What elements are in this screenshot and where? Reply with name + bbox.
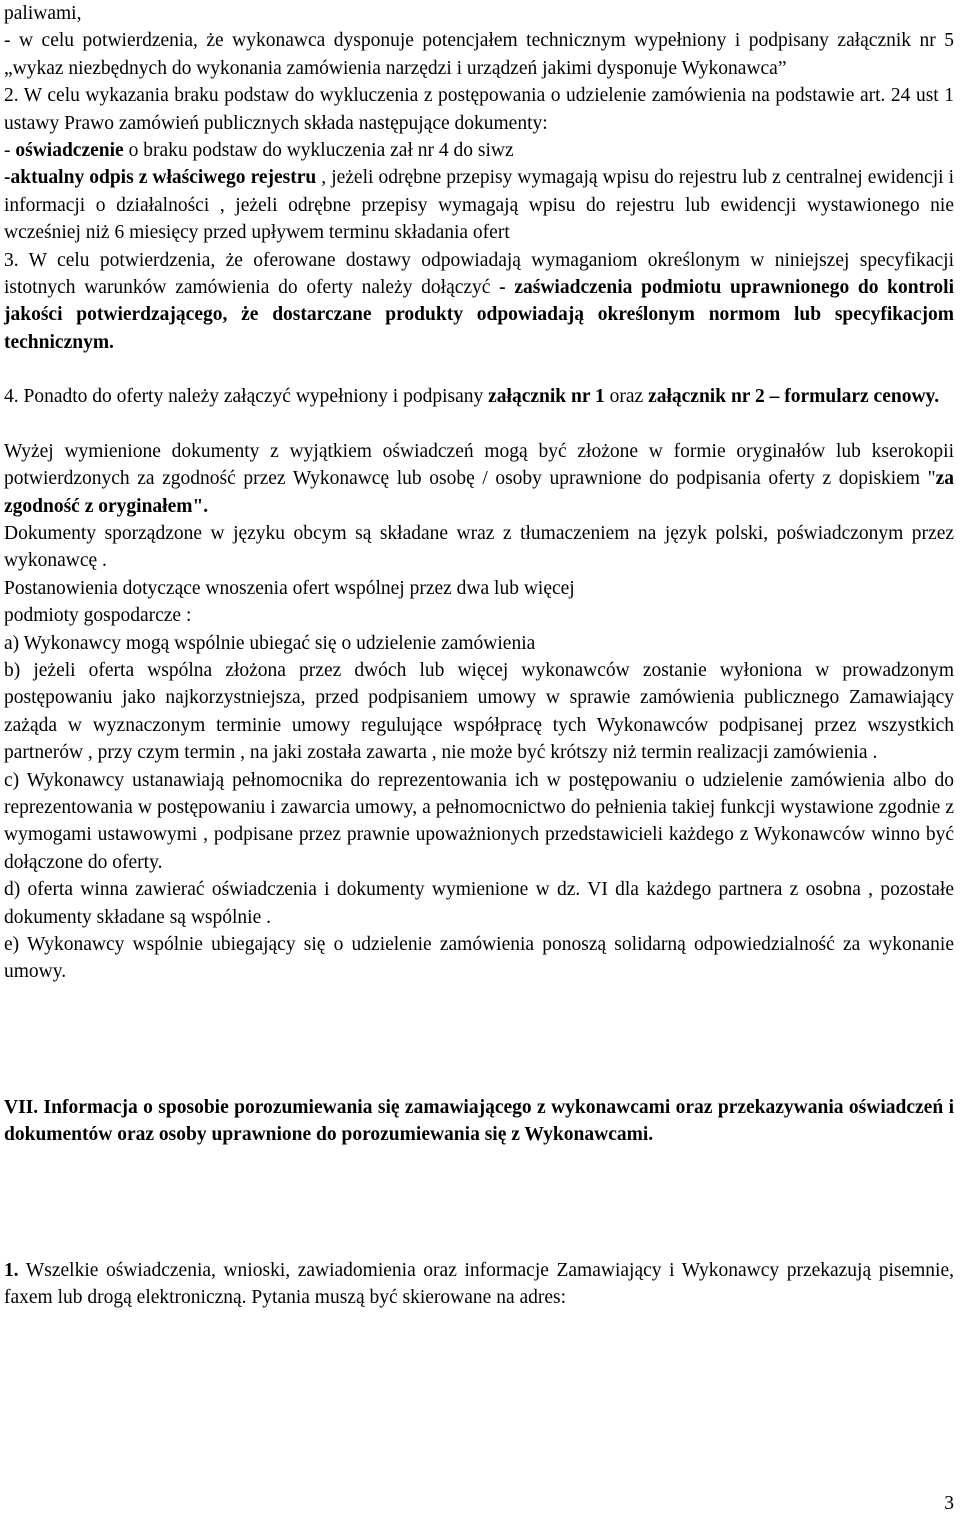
dash: - xyxy=(4,140,16,162)
paragraph-section-3 xyxy=(4,247,954,357)
bold-statement: oświadczenie xyxy=(15,140,124,162)
document-page xyxy=(4,0,954,1311)
section-heading-vii: VII. Informacja o sposobie porozumiewania się zamawiającego z wykonawcami oraz przekazywania oświadczeń i dokumentów oraz osoby uprawnione do porozumiewania się z Wykonawcami. xyxy=(4,1096,954,1146)
text-span: o braku podstaw do wykluczenia zał nr 4 do siwz xyxy=(123,140,514,162)
bold-attachment-1: załącznik nr 1 xyxy=(488,386,605,408)
paragraph-e: e) Wykonawcy wspólnie ubiegający się o udzielenie zamówienia ponoszą solidarną odpowiedzialność za wykonanie umowy. xyxy=(4,934,954,983)
paragraph-a: a) Wykonawcy mogą wspólnie ubiegać się o udzielenie zamówienia xyxy=(4,632,536,654)
paragraph-b: b) jeżeli oferta wspólna złożona przez dwóch lub więcej wykonawców zostanie wyłoniona w prowadzonym postępowaniu jako najkorzystniejsza, przed podpisaniem umowy w sprawie zamówienia publicznego Zamawiający zażąda w wyznaczonym terminie umowy regulujące współpracę tych Wykonawców podpisanej przez wszystkich partnerów , przy czym termin , na jaki została zawarta , nie może być krótszy niż termin realizacji zamówienia . xyxy=(4,659,954,764)
text-line: paliwami, xyxy=(4,3,82,24)
paragraph-c: c) Wykonawcy ustanawiają pełnomocnika do reprezentowania ich w postępowaniu o udzielenie zamówienia albo do reprezentowania w postępowaniu i zawarcia umowy, a pełnomocnictwo do pełnienia takiej funkcji wystawione zgodnie z wymogami ustawowymi , podpisane przez prawnie upoważnionych przedstawicieli każdego z Wykonawców winno być dołączone do oferty. xyxy=(4,769,954,873)
paragraph-registry xyxy=(4,164,954,246)
text-span: 4. Ponadto do oferty należy załączyć wypełniony i podpisany xyxy=(4,386,489,408)
bold-registry: -aktualny odpis z właściwego rejestru xyxy=(4,167,317,189)
text-span: Wszelkie oświadczenia, wnioski, zawiadomienia oraz informacje Zamawiający i Wykonawcy przekazują pisemnie, faxem lub drogą elektroniczną. Pytania muszą być skierowane na adres: xyxy=(4,1259,954,1309)
text-span: oraz xyxy=(604,386,649,408)
page-number: 3 xyxy=(944,1493,954,1514)
paragraph-section-2: 2. W celu wykazania braku podstaw do wykluczenia z postępowania o udzielenie zamówienia na podstawie art. 24 ust 1 ustawy Prawo zamówień publicznych składa następujące dokumenty: xyxy=(4,85,954,134)
text-span: , jeżeli odrębne przepisy wymagają wpisu do rejestru lub z centralnej ewidencji i informacji o działalności , jeżeli odrębne przepisy wymagają wpisu do rejestru lub ewidencji wystawionego nie wcześniej niż 6 miesięcy przed upływem terminu składania ofert xyxy=(4,167,954,244)
paragraph-equipment-list: - w celu potwierdzenia, że wykonawca dysponuje potencjałem technicznym wypełniony i podpisany załącznik nr 5 „wykaz niezbędnych do wykonania zamówienia narzędzi i urządzeń jakimi dysponuje Wykonawca” xyxy=(4,30,954,79)
paragraph-joint-offers: Postanowienia dotyczące wnoszenia ofert wspólnej przez dwa lub więcej xyxy=(4,577,575,599)
bold-certificate: - zaświadczenia podmiotu uprawnionego do kontroli jakości potwierdzającego, że dostarczane produkty odpowiadają określonym normom lub specyfikacjom technicznym. xyxy=(4,277,955,353)
paragraph-statement xyxy=(4,137,954,164)
bold-number: 1. xyxy=(4,1259,19,1281)
paragraph-entities: podmioty gospodarcze : xyxy=(4,605,192,627)
paragraph-communication xyxy=(4,1257,954,1312)
text-span: 3. W celu potwierdzenia, że oferowane dostawy odpowiadają wymaganiom określonym w niniejszej specyfikacji istotnych warunków zamówienia do oferty należy dołączyć xyxy=(4,249,954,299)
paragraph-d: d) oferta winna zawierać oświadczenia i dokumenty wymienione w dz. VI dla każdego partnera z osobna , pozostałe dokumenty składane są wspólnie . xyxy=(4,879,954,928)
paragraph-translation: Dokumenty sporządzone w języku obcym są składane wraz z tłumaczeniem na język polski, poświadczonym przez wykonawcę . xyxy=(4,522,954,572)
bold-attachment-2: załącznik nr 2 – formularz cenowy. xyxy=(648,386,940,408)
paragraph-section-4 xyxy=(4,383,954,410)
bold-copy-note: za zgodność z oryginałem". xyxy=(4,468,954,517)
text-span: Wyżej wymienione dokumenty z wyjątkiem oświadczeń mogą być złożone w formie oryginałów lub kserokopii potwierdzonych za zgodność przez Wykonawcę lub osobę / osoby uprawnione do podpisania oferty z dopiskiem " xyxy=(4,440,954,490)
paragraph-documents xyxy=(4,438,954,520)
